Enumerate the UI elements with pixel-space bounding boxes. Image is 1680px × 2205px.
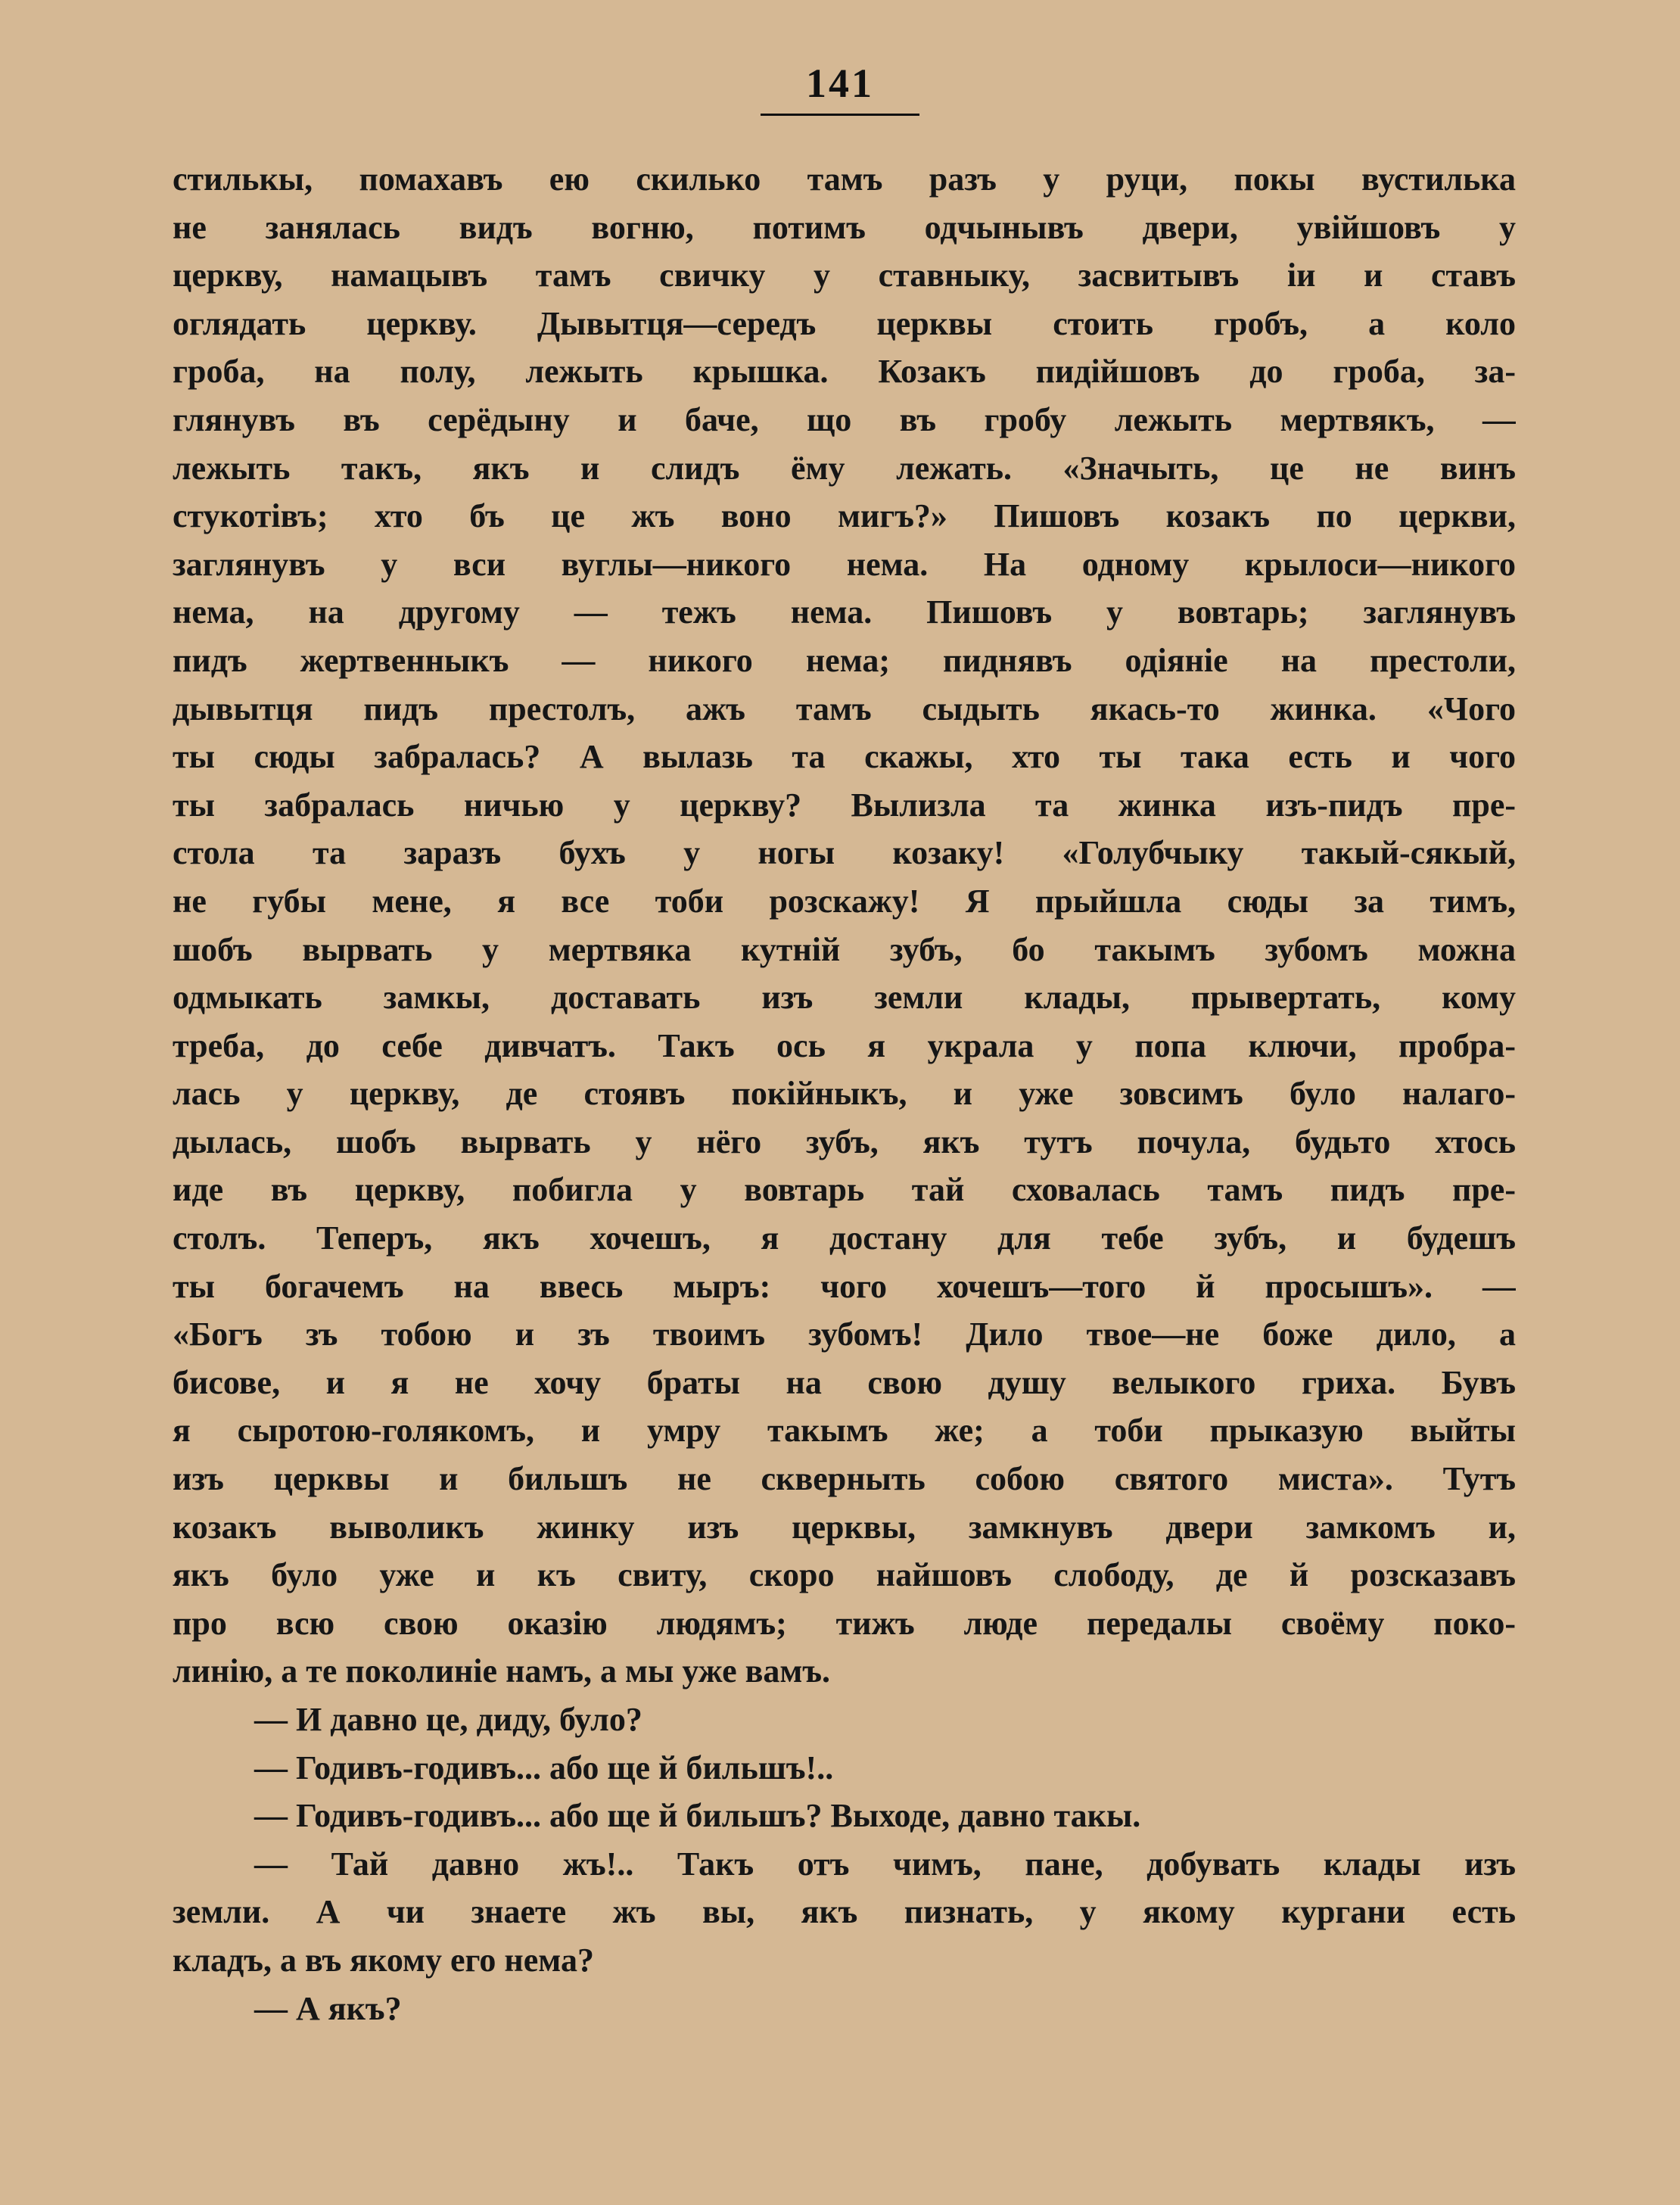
text-line: оглядать церкву. Дывытця—середъ церквы стоить гробъ, а коло — [173, 304, 1516, 342]
text-line: земли. А чи знаете жъ вы, якъ пизнать, у якому кургани есть — [173, 1893, 1516, 1931]
text-line: линію, а те поколиніе намъ, а мы уже вамъ. — [173, 1652, 831, 1690]
text-body — [173, 155, 1516, 2032]
text-line: пидъ жертвенныкъ — никого нема; пиднявъ одіяніе на престоли, — [173, 641, 1516, 679]
text-line: ты сюды забралась? А вылазь та скажы, хто ты така есть и чого — [173, 738, 1516, 776]
dialogue-line: — А якъ? — [254, 1989, 402, 2027]
dialogue-line: — Тай давно жъ!.. Такъ отъ чимъ, пане, добувать клады изъ — [254, 1845, 1516, 1883]
text-line: заглянувъ у вси вуглы—никого нема. На одному крылоси—никого — [173, 545, 1516, 583]
text-line: ты богачемъ на ввесь мыръ: чого хочешъ—того й просышъ». — — [173, 1267, 1516, 1305]
text-line: треба, до себе дивчатъ. Такъ ось я украла у попа ключи, пробра- — [173, 1026, 1516, 1064]
text-line: про всю свою оказію людямъ; тижъ люде передалы своёму поко- — [173, 1604, 1516, 1642]
text-line: стукотівъ; хто бъ це жъ воно мигъ?» Пишовъ козакъ по церкви, — [173, 497, 1516, 535]
text-line: кладъ, а въ якому его нема? — [173, 1941, 594, 1979]
text-line: иде въ церкву, побигла у вовтарь тай сховалась тамъ пидъ пре- — [173, 1171, 1516, 1209]
dialogue-line: — Годивъ-годивъ... або ще й бильшъ? Выходе, давно такы. — [254, 1797, 1141, 1835]
dialogue-line: — И давно це, диду, було? — [254, 1701, 642, 1738]
text-line: изъ церквы и бильшъ не скверныть собою святого миста». Тутъ — [173, 1460, 1516, 1498]
text-line: шобъ вырвать у мертвяка кутній зубъ, бо такымъ зубомъ можна — [173, 930, 1516, 968]
text-line: «Богъ зъ тобою и зъ твоимъ зубомъ! Дило твое—не боже дило, а — [173, 1316, 1516, 1353]
text-line: не губы мене, я все тоби розскажу! Я прыйшла сюды за тимъ, — [173, 882, 1516, 920]
text-line: козакъ выволикъ жинку изъ церквы, замкнувъ двери замкомъ и, — [173, 1508, 1516, 1546]
text-line: нема, на другому — тежъ нема. Пишовъ у вовтарь; заглянувъ — [173, 593, 1516, 631]
text-line: якъ було уже и къ свиту, скоро найшовъ слободу, де й розсказавъ — [173, 1556, 1516, 1594]
text-line: глянувъ въ серёдыну и баче, що въ гробу лежыть мертвякъ, — — [173, 400, 1516, 438]
text-line: лежыть такъ, якъ и слидъ ёму лежать. «Значыть, це не винъ — [173, 449, 1516, 487]
text-line: гроба, на полу, лежыть крышка. Козакъ пидійшовъ до гроба, за- — [173, 353, 1516, 391]
text-line: лась у церкву, де стоявъ покійныкъ, и уже зовсимъ було налаго- — [173, 1075, 1516, 1113]
text-line: стола та заразъ бухъ у ногы козаку! «Голубчыку такый-сякый, — [173, 834, 1516, 872]
text-line: ты забралась ничью у церкву? Вылизла та жинка изъ-пидъ пре- — [173, 786, 1516, 824]
text-line: церкву, намацывъ тамъ свичку у ставныку, засвитывъ іи и ставъ — [173, 257, 1516, 294]
text-line: стилькы, помахавъ ею скилько тамъ разъ у руци, покы вустилька — [173, 160, 1516, 198]
text-line: я сыротою-голякомъ, и умру такымъ же; а тоби прыказую выйты — [173, 1412, 1516, 1450]
dialogue-line: — Годивъ-годивъ... або ще й бильшъ!.. — [254, 1749, 834, 1786]
page-number: 141 — [806, 61, 874, 106]
text-line: одмыкать замкы, доставать изъ земли клады, прывертать, кому — [173, 979, 1516, 1017]
text-line: бисове, и я не хочу браты на свою душу велыкого гриха. Бувъ — [173, 1363, 1516, 1401]
text-line: не занялась видъ вогню, потимъ одчынывъ двери, увійшовъ у — [173, 208, 1516, 246]
text-line: столъ. Теперъ, якъ хочешъ, я достану для тебе зубъ, и будешъ — [173, 1219, 1516, 1257]
text-line: дылась, шобъ вырвать у нёго зубъ, якъ тутъ почула, будьто хтось — [173, 1123, 1516, 1160]
text-line: дывытця пидъ престолъ, ажъ тамъ сыдыть якась-то жинка. «Чого — [173, 690, 1516, 727]
page-number-underline — [761, 114, 919, 116]
